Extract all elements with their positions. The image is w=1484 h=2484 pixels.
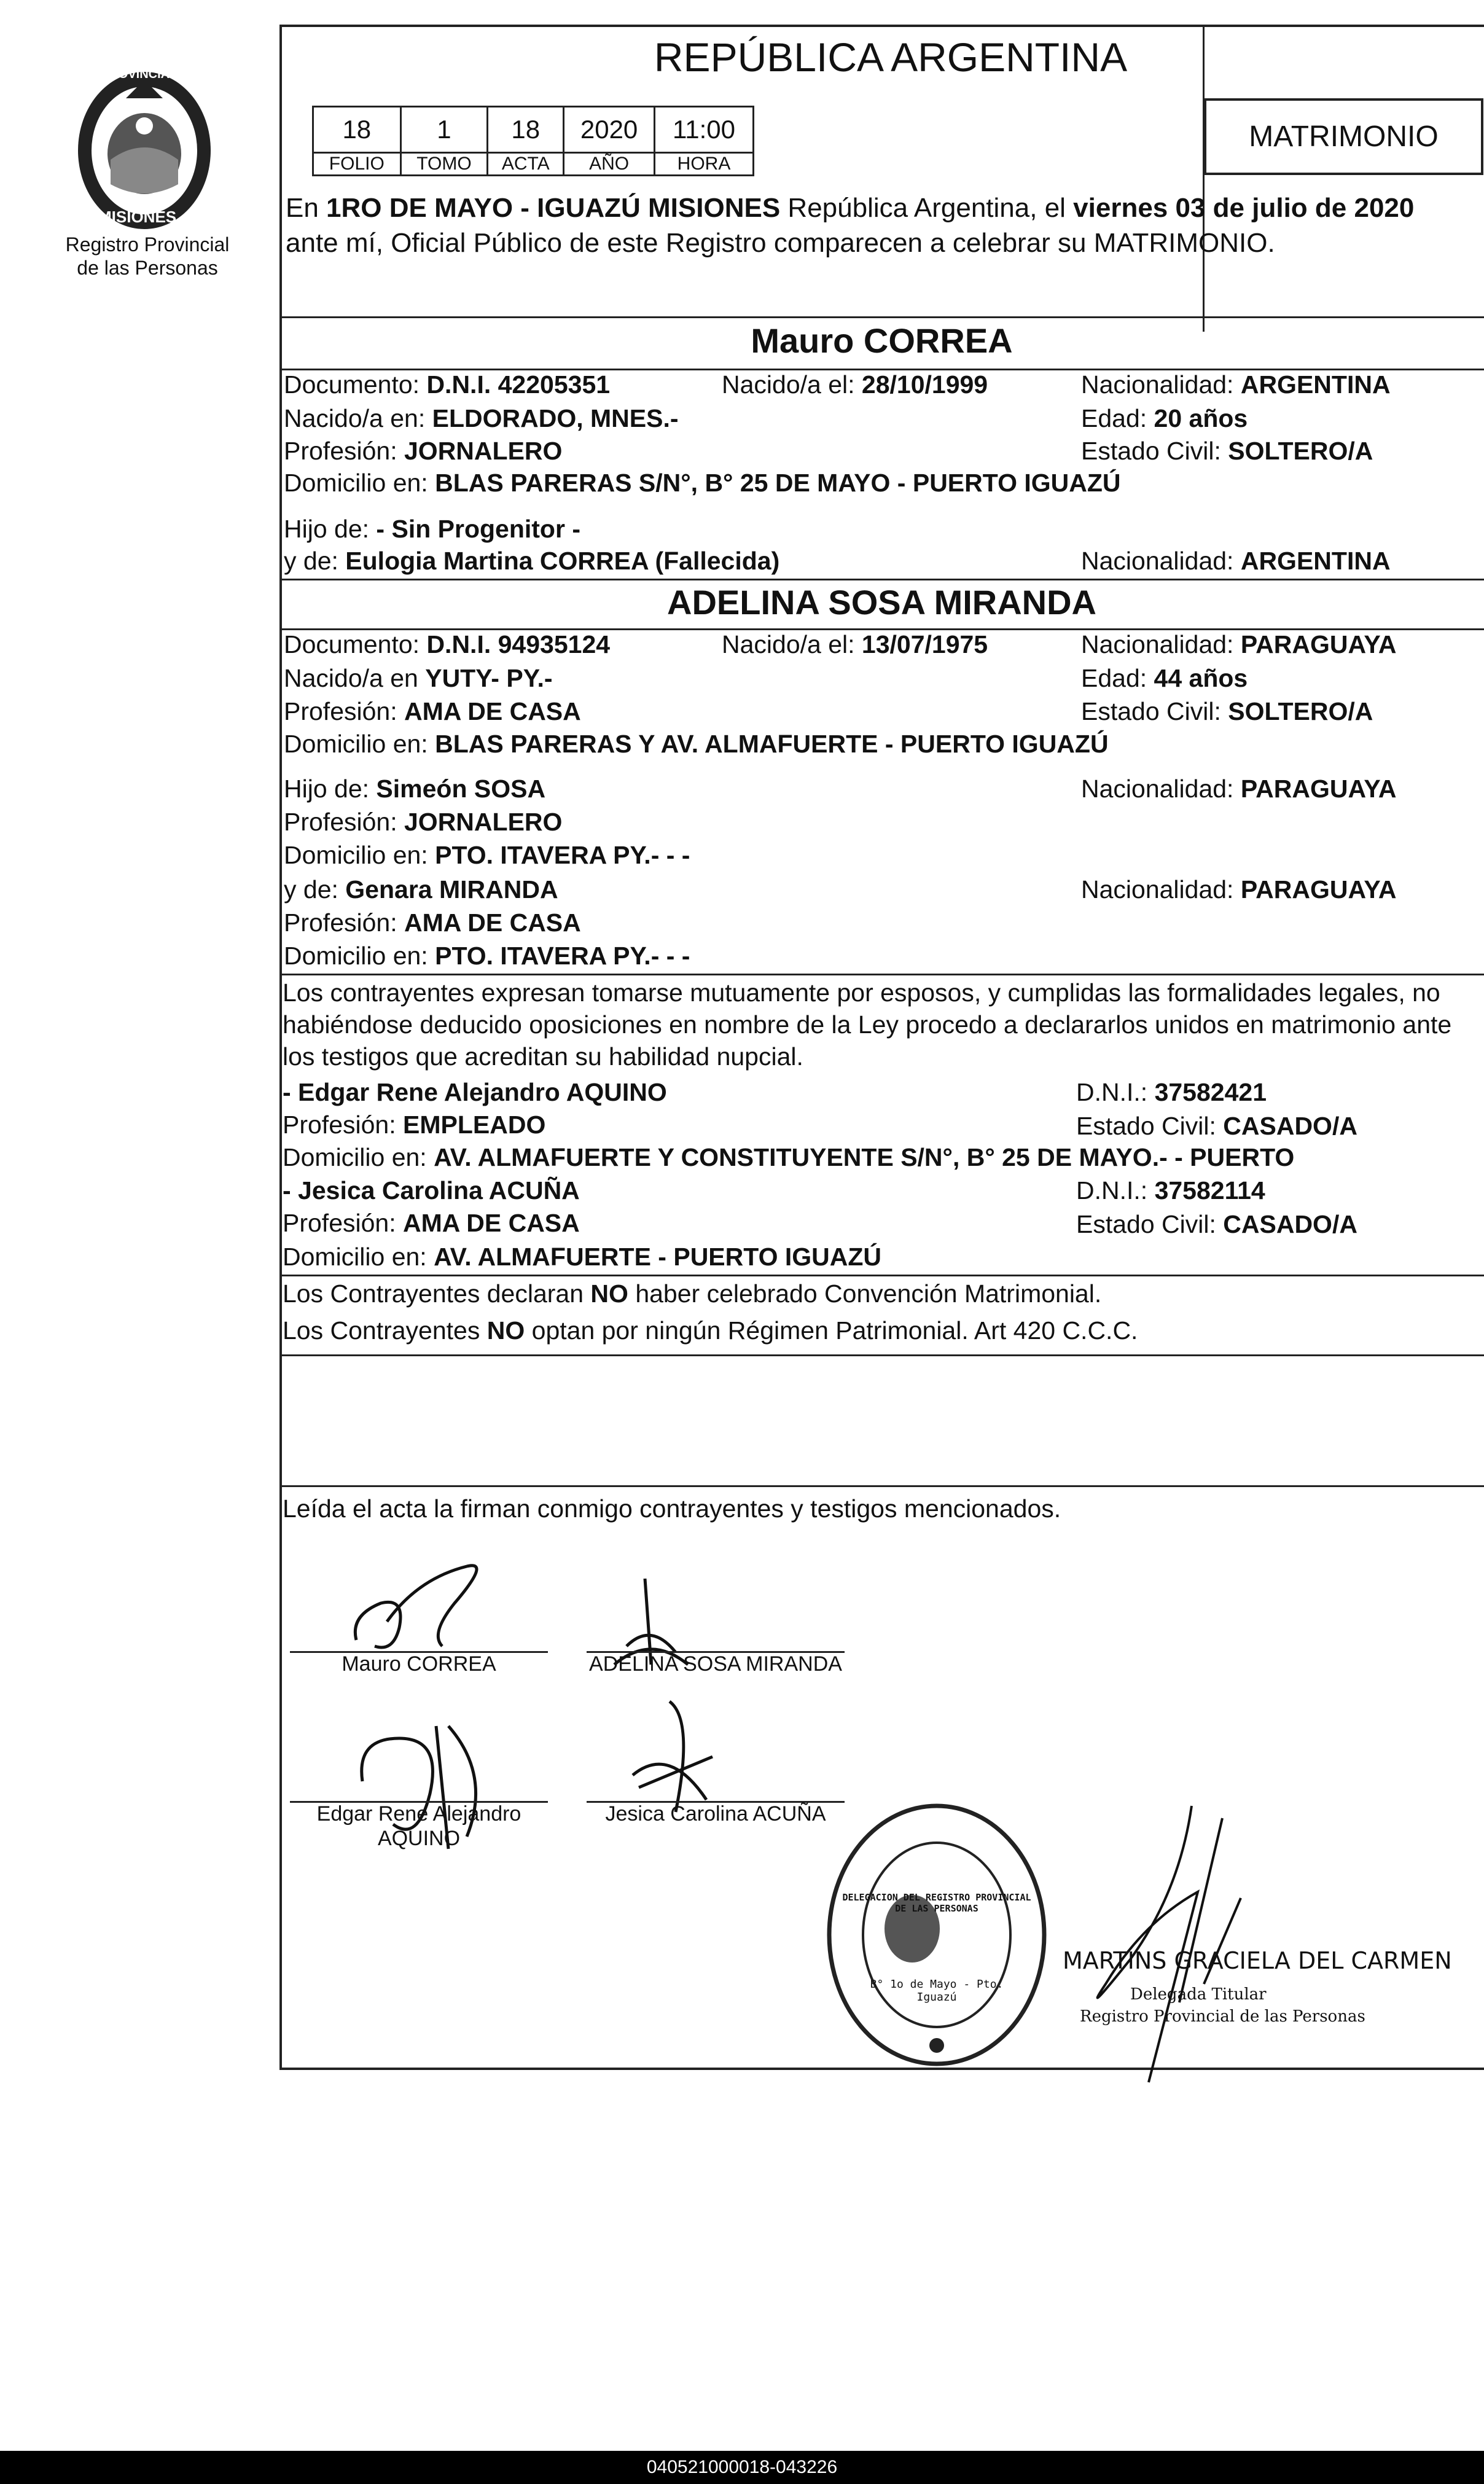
witness2-profession: Profesión: AMA DE CASA bbox=[283, 1209, 580, 1237]
witness1-address: Domicilio en: AV. ALMAFUERTE Y CONSTITUYENTE S/N°, B° 25 DE MAYO.- - PUERTO bbox=[283, 1143, 1295, 1171]
c1-document: Documento: D.N.I. 42205351 bbox=[284, 370, 611, 399]
convention-line1: Los Contrayentes declaran NO haber celebrado Convención Matrimonial. bbox=[283, 1279, 1102, 1308]
logo-bottom-text: MISIONES bbox=[98, 208, 177, 226]
divider-observations bbox=[279, 1485, 1484, 1487]
declaration-line1: Los contrayentes expresan tomarse mutuamente por esposos, y cumplidas las formalidades legales, no bbox=[283, 978, 1440, 1007]
declaration-line3: los testigos que acreditan su habilidad nupcial. bbox=[283, 1042, 803, 1071]
c2-birthplace: Nacido/a en YUTY- PY.- bbox=[284, 664, 553, 692]
divider-witnesses bbox=[279, 1275, 1484, 1276]
folio-label: FOLIO bbox=[313, 153, 401, 176]
c2-born: Nacido/a el: 13/07/1975 bbox=[722, 630, 988, 658]
c2-mother-nationality: Nacionalidad: PARAGUAYA bbox=[1081, 875, 1397, 904]
c1-address: Domicilio en: BLAS PARERAS S/N°, B° 25 DE MAYO - PUERTO IGUAZÚ bbox=[284, 469, 1121, 497]
sig2-label: ADELINA SOSA MIRANDA bbox=[589, 1652, 842, 1676]
c2-father-nationality: Nacionalidad: PARAGUAYA bbox=[1081, 775, 1397, 803]
act-type-box: MATRIMONIO bbox=[1204, 98, 1483, 175]
witness2-dni: D.N.I.: 37582114 bbox=[1076, 1176, 1265, 1205]
country-title: REPÚBLICA ARGENTINA bbox=[654, 34, 1128, 80]
c1-birthplace: Nacido/a en: ELDORADO, MNES.- bbox=[284, 404, 679, 432]
official-title: Delegada Titular bbox=[1130, 1985, 1267, 2004]
c2-nationality: Nacionalidad: PARAGUAYA bbox=[1081, 630, 1397, 658]
registry-seal bbox=[823, 1800, 1050, 2070]
anio-label: AÑO bbox=[564, 153, 655, 176]
acta-value: 18 bbox=[488, 107, 564, 153]
c1-nationality: Nacionalidad: ARGENTINA bbox=[1081, 370, 1391, 399]
contrayente1-name: Mauro CORREA bbox=[751, 321, 1013, 360]
witness1-name: - Edgar Rene Alejandro AQUINO bbox=[283, 1078, 667, 1106]
hora-label: HORA bbox=[655, 153, 754, 176]
divider-c1-end bbox=[279, 579, 1484, 580]
c2-father-address: Domicilio en: PTO. ITAVERA PY.- - - bbox=[284, 841, 690, 869]
seal-outer-text: DELEGACION DEL REGISTRO PROVINCIAL DE LAS PERSONAS bbox=[842, 1892, 1031, 1914]
witness2-civil-status: Estado Civil: CASADO/A bbox=[1076, 1210, 1357, 1238]
sig3-label-line1: Edgar Rene Alejandro bbox=[316, 1802, 521, 1826]
c2-document: Documento: D.N.I. 94935124 bbox=[284, 630, 611, 658]
c1-parent1: Hijo de: - Sin Progenitor - bbox=[284, 515, 580, 543]
official-name: MARTINS GRACIELA DEL CARMEN bbox=[1063, 1947, 1452, 1974]
seal-inner-text: B° 1o de Mayo - Pto. Iguazú bbox=[870, 1978, 1004, 2004]
tomo-label: TOMO bbox=[400, 153, 488, 176]
registry-name-line2: de las Personas bbox=[77, 257, 218, 279]
c1-profession: Profesión: JORNALERO bbox=[284, 437, 563, 465]
witness1-profession: Profesión: EMPLEADO bbox=[283, 1111, 546, 1139]
c2-mother-address: Domicilio en: PTO. ITAVERA PY.- - - bbox=[284, 942, 690, 970]
c1-parent2: y de: Eulogia Martina CORREA (Fallecida) bbox=[284, 547, 780, 575]
hora-value: 11:00 bbox=[655, 107, 754, 153]
witness1-dni: D.N.I.: 37582421 bbox=[1076, 1078, 1267, 1106]
c2-civil-status: Estado Civil: SOLTERO/A bbox=[1081, 697, 1373, 725]
intro-line2: ante mí, Oficial Público de este Registro comparecen a celebrar su MATRIMONIO. bbox=[286, 228, 1275, 258]
witness1-civil-status: Estado Civil: CASADO/A bbox=[1076, 1112, 1357, 1140]
closing-statement: Leída el acta la firman conmigo contrayentes y testigos mencionados. bbox=[283, 1494, 1061, 1523]
c2-father: Hijo de: Simeón SOSA bbox=[284, 775, 546, 803]
witness2-address: Domicilio en: AV. ALMAFUERTE - PUERTO IGUAZÚ bbox=[283, 1243, 882, 1271]
anio-value: 2020 bbox=[564, 107, 655, 153]
c1-age: Edad: 20 años bbox=[1081, 404, 1248, 432]
header-divider-vertical bbox=[1203, 25, 1205, 332]
c1-civil-status: Estado Civil: SOLTERO/A bbox=[1081, 437, 1373, 465]
tomo-value: 1 bbox=[400, 107, 488, 153]
sig4-label: Jesica Carolina ACUÑA bbox=[605, 1802, 826, 1826]
c2-age: Edad: 44 años bbox=[1081, 664, 1248, 692]
c2-mother-profession: Profesión: AMA DE CASA bbox=[284, 908, 581, 937]
intro-line1: En 1RO DE MAYO - IGUAZÚ MISIONES República Argentina, el viernes 03 de julio de 2020 bbox=[286, 193, 1415, 223]
c1-born: Nacido/a el: 28/10/1999 bbox=[722, 370, 988, 399]
acta-label: ACTA bbox=[488, 153, 564, 176]
document-barcode-id: 040521000018-043226 bbox=[0, 2451, 1484, 2484]
logo-top-text: PROVINCIA DE bbox=[101, 68, 190, 81]
contrayente2-name: ADELINA SOSA MIRANDA bbox=[667, 583, 1096, 622]
c2-profession: Profesión: AMA DE CASA bbox=[284, 697, 581, 725]
c2-mother: y de: Genara MIRANDA bbox=[284, 875, 558, 904]
c1-parent2-nationality: Nacionalidad: ARGENTINA bbox=[1081, 547, 1391, 575]
sig3-label-line2: AQUINO bbox=[377, 1827, 461, 1850]
c2-father-profession: Profesión: JORNALERO bbox=[284, 808, 563, 836]
divider-header bbox=[279, 316, 1484, 318]
signature-jesica-acuna bbox=[608, 1695, 731, 1818]
sig1-label: Mauro CORREA bbox=[342, 1652, 496, 1676]
divider-convention bbox=[279, 1354, 1484, 1356]
signature-mauro-correa bbox=[332, 1554, 522, 1665]
record-table bbox=[312, 106, 754, 176]
signature-official bbox=[1056, 1800, 1265, 2088]
c2-address: Domicilio en: BLAS PARERAS Y AV. ALMAFUERTE - PUERTO IGUAZÚ bbox=[284, 730, 1109, 758]
witness2-name: - Jesica Carolina ACUÑA bbox=[283, 1176, 580, 1205]
registry-name-line1: Registro Provincial bbox=[65, 233, 230, 256]
declaration-line2: habiéndose deducido oposiciones en nombre de la Ley procedo a declararlos unidos en matrimonio ante bbox=[283, 1010, 1452, 1039]
convention-line2: Los Contrayentes NO optan por ningún Régimen Patrimonial. Art 420 C.C.C. bbox=[283, 1316, 1138, 1345]
folio-value: 18 bbox=[313, 107, 401, 153]
official-office: Registro Provincial de las Personas bbox=[1080, 2007, 1365, 2026]
divider-c2-end bbox=[279, 974, 1484, 975]
